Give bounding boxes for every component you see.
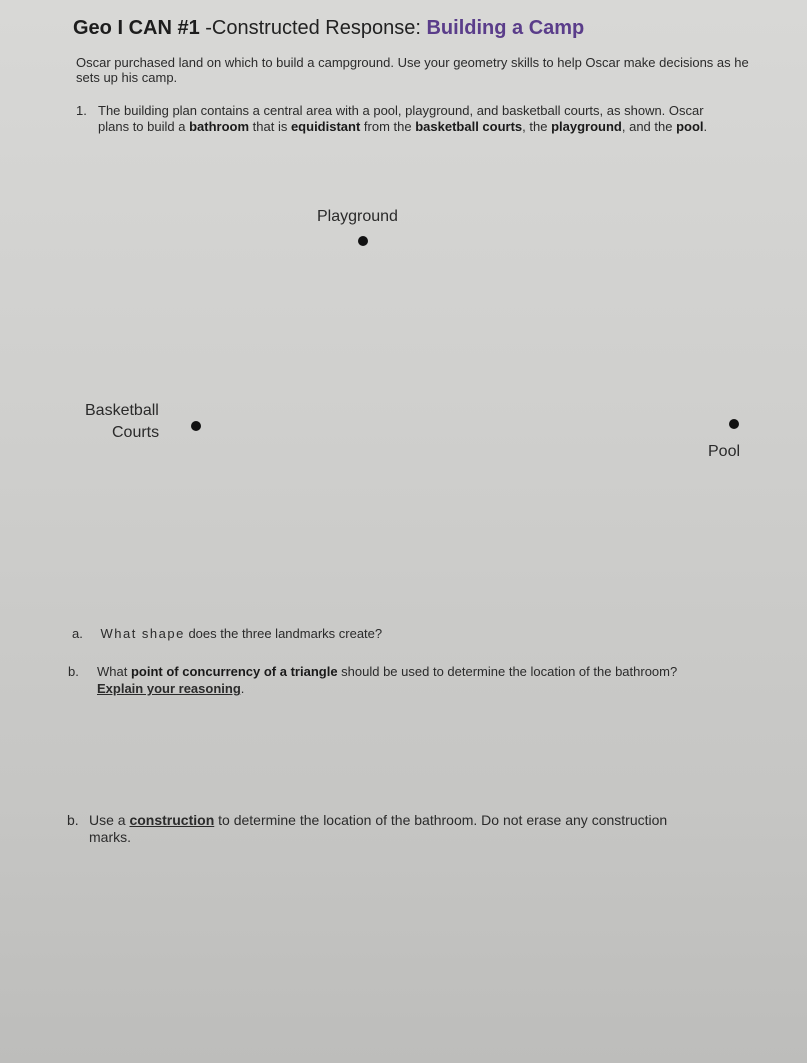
q1-bold-playground: playground — [551, 119, 622, 134]
playground-label: Playground — [317, 208, 398, 225]
part-b-underlined: Explain your reasoning — [97, 681, 241, 696]
part-construction-text-b: to determine the location of the bathroom. Do not erase any construction marks. — [89, 812, 668, 845]
part-a-rest: does the three landmarks create? — [184, 626, 383, 641]
q1-text-f: . — [703, 119, 708, 134]
q1-text-c: from the — [360, 119, 416, 134]
q1-text-a: The building plan contains a central area with a pool, playground, and basketball courts, as shown. Oscar plans to build a — [98, 103, 704, 134]
part-a-letter: a. — [72, 626, 83, 641]
q1-bold-courts: basketball courts — [415, 119, 523, 134]
part-construction-underlined: construction — [129, 812, 215, 828]
part-b-text-c: . — [240, 681, 245, 696]
title-highlight: Building a Camp — [426, 17, 585, 39]
part-construction-text-a: Use a — [89, 812, 130, 828]
part-construction-text — [89, 812, 709, 846]
title-lead: Geo I CAN #1 — [73, 17, 200, 39]
basketball-courts-point — [191, 421, 201, 431]
question-1-number: 1. — [76, 103, 87, 118]
page-title — [73, 17, 584, 40]
part-construction-letter: b. — [67, 812, 79, 828]
playground-point — [358, 236, 368, 246]
pool-label: Pool — [708, 443, 741, 460]
part-a — [72, 626, 382, 641]
part-b-bold: point of concurrency of a triangle — [130, 664, 338, 679]
question-1-text — [98, 103, 718, 135]
basketball-label-line1: Basketball — [85, 402, 159, 419]
q1-bold-bathroom: bathroom — [189, 119, 250, 134]
intro-paragraph: Oscar purchased land on which to build a campground. Use your geometry skills to help Oscar make decisions as he sets up his camp. — [76, 55, 749, 85]
q1-text-b: that is — [249, 119, 291, 134]
q1-bold-equidistant: equidistant — [290, 119, 361, 134]
part-b-text — [97, 663, 717, 697]
q1-text-d: , the — [522, 119, 552, 134]
basketball-label-line2: Courts — [112, 424, 160, 441]
title-middle: -Constructed Response: — [199, 17, 427, 39]
pool-point — [729, 419, 739, 429]
part-b-text-a: What — [97, 664, 131, 679]
part-b-letter: b. — [68, 664, 79, 679]
q1-bold-pool: pool — [676, 119, 704, 134]
q1-text-e: , and the — [621, 119, 677, 134]
part-b-text-b: should be used to determine the location of the bathroom? — [337, 664, 678, 679]
part-a-spaced: What shape — [100, 626, 185, 641]
